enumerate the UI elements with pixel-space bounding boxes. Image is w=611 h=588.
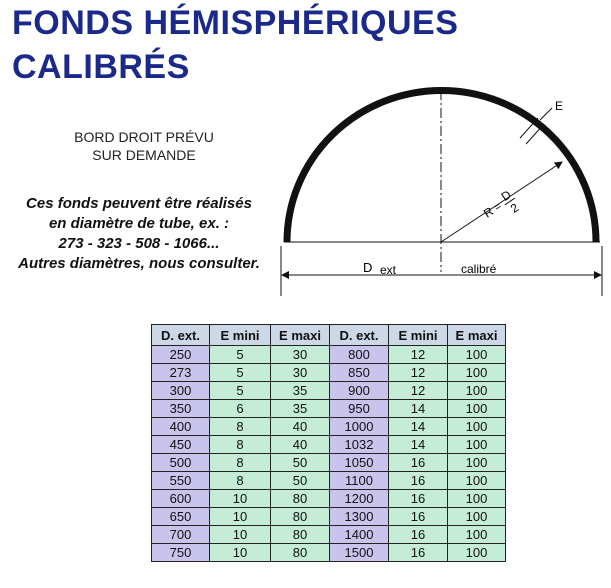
table-cell: 5 [210, 364, 271, 382]
table-row [152, 418, 506, 436]
radius-label-eq: = [491, 200, 505, 214]
table-cell: 5 [210, 382, 271, 400]
table-cell: 8 [210, 472, 271, 490]
dimension-label-d: D [363, 260, 373, 275]
table-header-cell: E mini [210, 325, 271, 346]
table-cell: 16 [389, 472, 448, 490]
table-cell: 100 [448, 508, 506, 526]
table-cell: 100 [448, 382, 506, 400]
table-row [152, 472, 506, 490]
table-body [152, 346, 506, 562]
page-title-line-2: CALIBRÉS [12, 48, 190, 86]
table-header-cell: E maxi [271, 325, 330, 346]
table-header-cell: D. ext. [152, 325, 210, 346]
table-cell: 850 [330, 364, 389, 382]
table-cell: 950 [330, 400, 389, 418]
description-line-1: Ces fonds peuvent être réalisés [26, 195, 252, 212]
table-cell: 1050 [330, 454, 389, 472]
table-cell: 700 [152, 526, 210, 544]
table-row [152, 454, 506, 472]
table-cell: 100 [448, 490, 506, 508]
table-cell: 40 [271, 436, 330, 454]
table-cell: 450 [152, 436, 210, 454]
radius-label-r: R [480, 204, 496, 221]
table-cell: 50 [271, 472, 330, 490]
table-cell: 16 [389, 454, 448, 472]
page-title-line-1: FONDS HÉMISPHÉRIQUES [12, 4, 459, 42]
table-cell: 100 [448, 454, 506, 472]
table-cell: 80 [271, 544, 330, 562]
table-cell: 1100 [330, 472, 389, 490]
thickness-label: E [555, 99, 564, 113]
table-cell: 35 [271, 400, 330, 418]
dimension-label-calibre: calibré [461, 262, 497, 276]
table-cell: 100 [448, 346, 506, 364]
dimensions-table [151, 324, 506, 562]
table-cell: 1000 [330, 418, 389, 436]
table-cell: 30 [271, 346, 330, 364]
table-cell: 1400 [330, 526, 389, 544]
table-header-cell: E maxi [448, 325, 506, 346]
table-cell: 8 [210, 418, 271, 436]
note-line-1: BORD DROIT PRÉVU [74, 129, 214, 145]
table-cell: 1032 [330, 436, 389, 454]
table-cell: 300 [152, 382, 210, 400]
table-row [152, 382, 506, 400]
table-cell: 100 [448, 418, 506, 436]
description-line-3: 273 - 323 - 508 - 1066... [58, 235, 220, 252]
table-header-cell: E mini [389, 325, 448, 346]
table-cell: 100 [448, 544, 506, 562]
description-line-4: Autres diamètres, nous consulter. [18, 255, 260, 272]
table-row [152, 346, 506, 364]
table-cell: 16 [389, 544, 448, 562]
note-line-2: SUR DEMANDE [92, 147, 196, 163]
table-cell: 35 [271, 382, 330, 400]
table-row [152, 490, 506, 508]
table-row [152, 526, 506, 544]
table-cell: 350 [152, 400, 210, 418]
table-cell: 10 [210, 526, 271, 544]
table-cell: 8 [210, 436, 271, 454]
table-cell: 10 [210, 490, 271, 508]
table-cell: 750 [152, 544, 210, 562]
table-cell: 10 [210, 544, 271, 562]
hemisphere-diagram [270, 80, 611, 300]
table-cell: 10 [210, 508, 271, 526]
table-cell: 100 [448, 526, 506, 544]
thickness-marker [540, 108, 552, 120]
table-row [152, 544, 506, 562]
table-row [152, 436, 506, 454]
table-cell: 400 [152, 418, 210, 436]
table-cell: 30 [271, 364, 330, 382]
table-cell: 14 [389, 400, 448, 418]
table-cell: 12 [389, 346, 448, 364]
table-cell: 14 [389, 436, 448, 454]
table-cell: 500 [152, 454, 210, 472]
table-cell: 12 [389, 382, 448, 400]
description-line-2: en diamètre de tube, ex. : [48, 215, 230, 232]
radius-label-d: D [498, 187, 514, 204]
dimension-label-ext: ext [380, 263, 397, 277]
table-cell: 50 [271, 454, 330, 472]
radius-label-2: 2 [507, 200, 522, 216]
table-row [152, 508, 506, 526]
table-header-cell: D. ext. [330, 325, 389, 346]
table-cell: 80 [271, 508, 330, 526]
table-cell: 12 [389, 364, 448, 382]
table-cell: 900 [330, 382, 389, 400]
table-cell: 250 [152, 346, 210, 364]
table-cell: 100 [448, 364, 506, 382]
table-cell: 80 [271, 490, 330, 508]
table-cell: 40 [271, 418, 330, 436]
table-cell: 1200 [330, 490, 389, 508]
table-cell: 5 [210, 346, 271, 364]
table-cell: 600 [152, 490, 210, 508]
table-cell: 16 [389, 508, 448, 526]
table-cell: 100 [448, 436, 506, 454]
table-cell: 1500 [330, 544, 389, 562]
table-cell: 8 [210, 454, 271, 472]
table-cell: 100 [448, 472, 506, 490]
table-cell: 6 [210, 400, 271, 418]
table-row [152, 364, 506, 382]
table-cell: 800 [330, 346, 389, 364]
table-cell: 273 [152, 364, 210, 382]
table-cell: 650 [152, 508, 210, 526]
table-header-row [152, 325, 506, 346]
thickness-tick-2 [526, 124, 544, 144]
table-cell: 1300 [330, 508, 389, 526]
table-cell: 550 [152, 472, 210, 490]
radius-arrow [441, 162, 562, 242]
table-cell: 80 [271, 526, 330, 544]
table-cell: 100 [448, 400, 506, 418]
table-cell: 16 [389, 490, 448, 508]
table-row [152, 400, 506, 418]
table-cell: 16 [389, 526, 448, 544]
table-cell: 14 [389, 418, 448, 436]
